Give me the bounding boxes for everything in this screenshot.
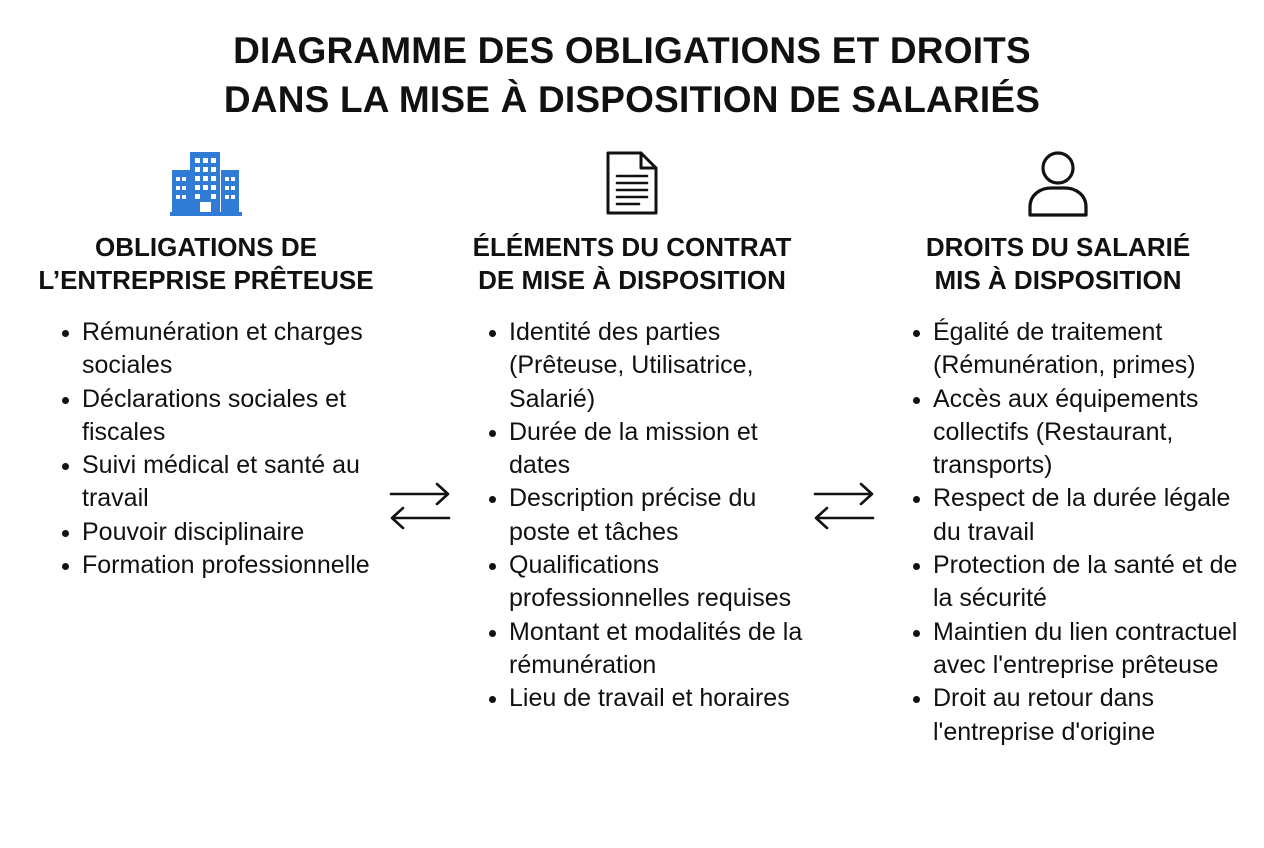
list-item: • Rémunération et charges sociales	[82, 316, 400, 383]
column-heading-line: L’ENTREPRISE PRÊTEUSE	[38, 265, 374, 295]
bidirectional-arrows-icon	[811, 478, 877, 532]
column-heading-line: DE MISE À DISPOSITION	[478, 265, 786, 295]
list-item: • Maintien du lien contractuel avec l'entreprise prêteuse	[933, 616, 1263, 683]
column-heading-line: OBLIGATIONS DE	[95, 232, 317, 262]
list-item: • Accès aux équipements collectifs (Restaurant, transports)	[933, 383, 1263, 483]
list-item: • Pouvoir disciplinaire	[82, 516, 400, 549]
building-icon	[170, 150, 242, 216]
lender-obligations-list	[55, 316, 400, 582]
contract-elements-list	[482, 316, 809, 716]
list-item: • Lieu de travail et horaires	[509, 682, 809, 715]
column-heading-line: DROITS DU SALARIÉ	[925, 232, 1191, 262]
list-item: • Égalité de traitement (Rémunération, primes)	[933, 316, 1263, 383]
column-heading-contract-elements	[442, 231, 822, 297]
bidirectional-arrows-icon	[387, 478, 453, 532]
list-item: • Durée de la mission et dates	[509, 416, 809, 483]
list-item: • Montant et modalités de la rémunération	[509, 616, 809, 683]
column-heading-line: ÉLÉMENTS DU CONTRAT	[472, 232, 792, 262]
column-heading-employee-rights	[870, 231, 1246, 297]
list-item: • Suivi médical et santé au travail	[82, 449, 400, 516]
list-item: • Description précise du poste et tâches	[509, 482, 809, 549]
list-item: • Qualifications professionnelles requises	[509, 549, 809, 616]
employee-rights-list	[906, 316, 1263, 749]
title-line-2: DANS LA MISE À DISPOSITION DE SALARIÉS	[223, 79, 1041, 120]
document-icon	[605, 150, 659, 216]
list-item: • Respect de la durée légale du travail	[933, 482, 1263, 549]
column-heading-lender-obligations	[20, 231, 392, 297]
column-heading-line: MIS À DISPOSITION	[934, 265, 1182, 295]
list-item: • Identité des parties (Prêteuse, Utilisatrice, Salarié)	[509, 316, 809, 416]
list-item: • Déclarations sociales et fiscales	[82, 383, 400, 450]
title-line-1: DIAGRAMME DES OBLIGATIONS ET DROITS	[233, 30, 1031, 71]
user-icon	[1027, 150, 1089, 218]
list-item: • Droit au retour dans l'entreprise d'origine	[933, 682, 1263, 749]
list-item: • Formation professionnelle	[82, 549, 400, 582]
diagram-title	[0, 26, 1264, 124]
list-item: • Protection de la santé et de la sécurité	[933, 549, 1263, 616]
